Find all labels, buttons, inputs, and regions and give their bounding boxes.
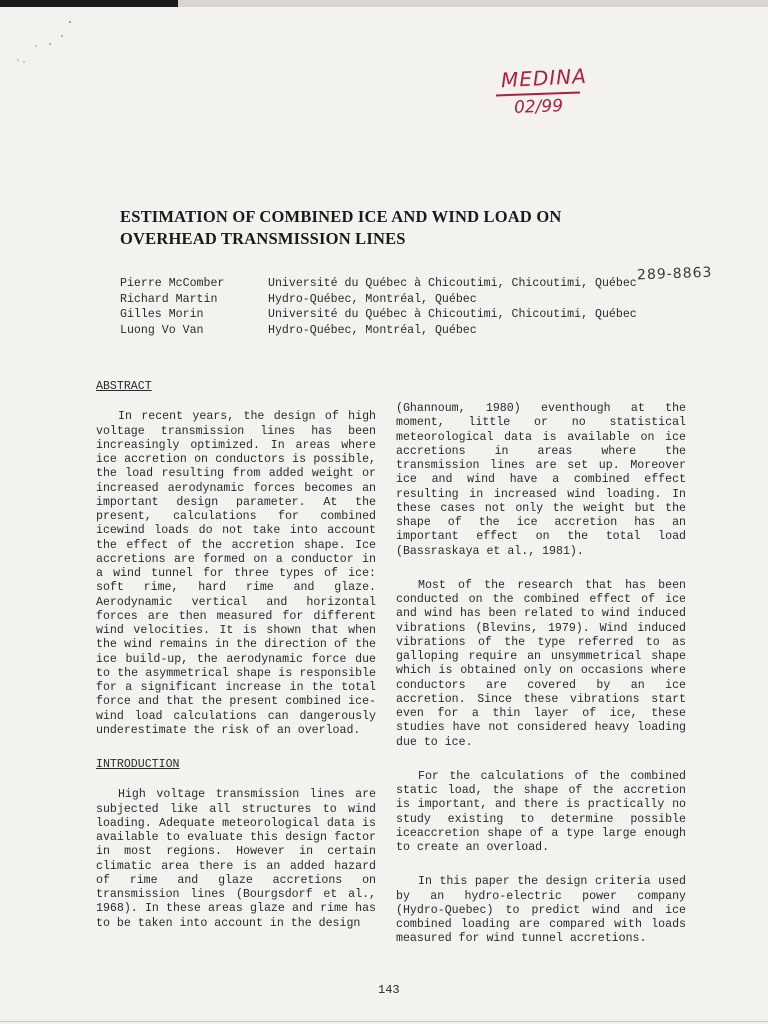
scan-specks [14,20,84,70]
abstract-heading: ABSTRACT [96,380,152,393]
handwritten-date: 02/99 [513,96,564,118]
handwritten-name: MEDINA [500,63,588,93]
scan-top-band-light [178,0,768,7]
author-affiliation: Université du Québec à Chicoutimi, Chicoutimi, Québec [268,277,637,290]
left-column [96,380,376,931]
body-paragraph: (Ghannoum, 1980) eventhough at the moment, little or no statistical meteorological data is available on ice accretions in areas where the transmission lines are set up. Moreover ice and wind have a combined effect resulting in increased wind loading. In these cases not only the weight but the shape of the ice accretion has an important effect on the total load (Bassraskaya et al., 1981). [396,402,686,558]
author-affiliation: Hydro-Québec, Montréal, Québec [268,323,477,337]
author-row [120,292,637,308]
author-affiliation: Université du Québec à Chicoutimi, Chicoutimi, Québec [268,308,637,321]
author-name: Pierre McComber [120,277,225,290]
paper-title: ESTIMATION OF COMBINED ICE AND WIND LOAD ON OVERHEAD TRANSMISSION LINES [120,207,562,248]
body-paragraph: In this paper the design criteria used by an hydro-electric power company (Hydro-Quebec) to predict wind and ice combined loading are compared with loads measured for wind tunnel accretions. [396,875,686,946]
author-row [120,307,637,323]
author-list [120,276,637,338]
scan-bottom-edge [0,1021,768,1022]
author-name: Luong Vo Van [120,323,204,337]
body-paragraph: For the calculations of the combined static load, the shape of the accretion is important, and there is practically no study existing to determine possible iceaccretion shape of a type large enough to create an overload. [396,769,686,854]
introduction-text: High voltage transmission lines are subjected like all structures to wind loading. Adequate meteorological data is available to evaluate this design factor in most regions. However in certain climatic area there is an added hazard of rime and glaze accretions on transmission lines (Bourgsdorf et al., 1968). In these areas glaze and rime has to be taken into account in the design [96,788,376,930]
author-name: Gilles Morin [120,308,204,321]
author-row [120,323,637,339]
introduction-heading: INTRODUCTION [96,758,180,771]
author-affiliation: Hydro-Québec, Montréal, Québec [268,292,477,306]
author-row [120,276,637,292]
handwritten-underline [496,92,580,97]
abstract-text: In recent years, the design of high voltage transmission lines has been increasingly optimized. In areas where ice accretion on conductors is possible, the load resulting from added weight or increased aerodynamic forces becomes an important design parameter. At the present, calculations for combined icewind loads do not take into account the effect of the accretion shape. Ice accretions are formed on a conductor in a wind tunnel for three types of ice: soft rime, hard rime and glaze. Aerodynamic vertical and horizontal forces are then measured for different wind velocities. It is shown that when the wind remains in the direction of the ice build-up, the aerodynamic force due to the asymmetrical shape is responsible for a significant increase in the total force and that the present combined ice-wind load calculations can dangerously underestimate the risk of an overload. [96,410,376,737]
right-column [396,402,686,947]
page-number: 143 [378,983,400,997]
author-name: Richard Martin [120,292,218,306]
body-paragraph: Most of the research that has been conducted on the combined effect of ice and wind has been related to wind induced vibrations (Blevins, 1979). Wind induced vibrations of the type referred to as galloping require an unsymmetrical shape which is obtained only on occasions where conductors are covered by an ice accretion. Since these vibrations start even for a thin layer of ice, these studies have not considered heavy loading due to ice. [396,578,686,749]
handwritten-phone: 289-8863 [636,264,713,284]
